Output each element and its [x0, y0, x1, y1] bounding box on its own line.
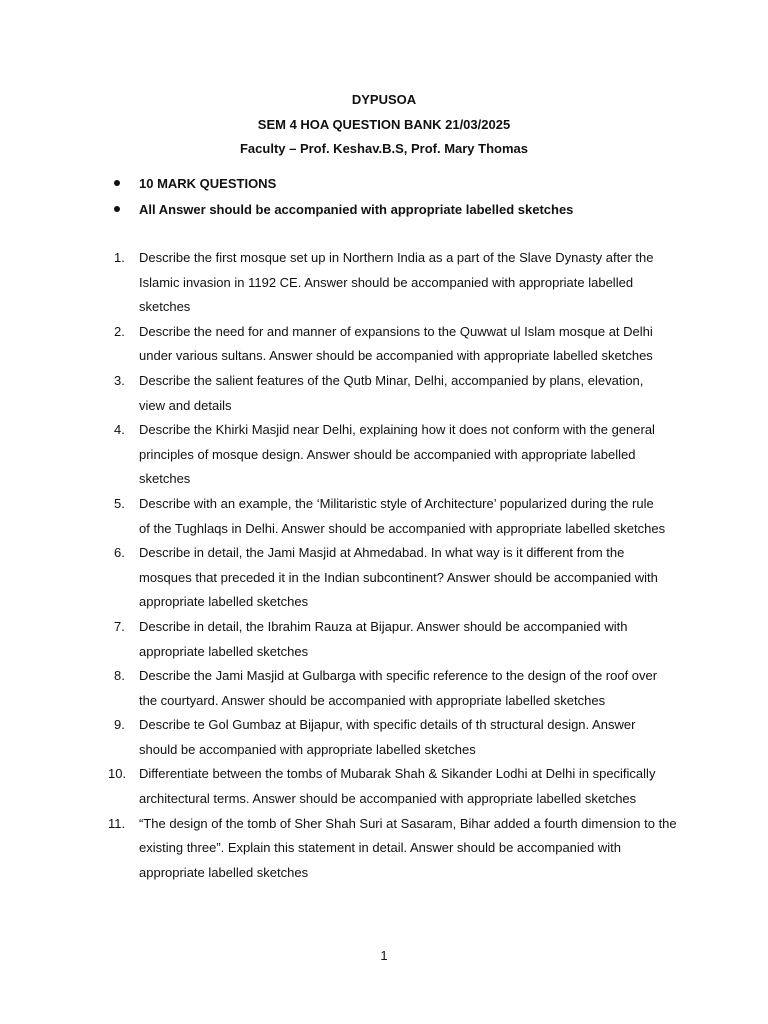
question-number: 3.: [114, 372, 125, 388]
question-number: 5.: [114, 495, 125, 511]
question-item: [0, 541, 768, 615]
bullet-dot-icon: [114, 206, 120, 212]
question-text: [139, 762, 679, 811]
question-item: [0, 812, 768, 886]
question-number: 2.: [114, 323, 125, 339]
question-text-line: appropriate labelled sketches: [139, 864, 309, 880]
question-text-line: view and details: [139, 397, 232, 413]
question-number: 7.: [114, 618, 125, 634]
question-text-line: existing three”. Explain this statement in detail. Answer should be accompanied with: [139, 840, 621, 856]
document-title: SEM 4 HOA QUESTION BANK 21/03/2025: [257, 116, 511, 132]
question-text-line: Differentiate between the tombs of Mubarak Shah & Sikander Lodhi at Delhi in specifically: [139, 766, 656, 782]
question-text: [139, 615, 679, 664]
question-text: [139, 369, 679, 418]
bullet-text: 10 MARK QUESTIONS: [139, 176, 277, 191]
bullet-text: All Answer should be accompanied with appropriate labelled sketches: [139, 202, 574, 217]
question-number: 11.: [108, 815, 126, 831]
question-text: [139, 664, 679, 713]
question-text-line: sketches: [139, 471, 191, 487]
question-text-line: appropriate labelled sketches: [139, 594, 309, 610]
question-number: 1.: [114, 250, 125, 265]
question-number: 4.: [114, 422, 125, 438]
institution-name: DYPUSOA: [351, 92, 417, 107]
question-item: [0, 418, 768, 492]
question-item: [0, 492, 768, 541]
instruction-bullets: [0, 174, 768, 226]
question-text: [139, 246, 679, 320]
question-list: [0, 246, 768, 885]
faculty-line: Faculty – Prof. Keshav.B.S, Prof. Mary Thomas: [239, 141, 528, 156]
question-text-line: Describe in detail, the Ibrahim Rauza at Bijapur. Answer should be accompanied with: [139, 618, 628, 634]
question-number: 6.: [114, 545, 125, 561]
question-text-line: sketches: [139, 299, 191, 315]
document-header: [0, 88, 768, 162]
question-text-line: under various sultans. Answer should be accompanied with appropriate labelled sketches: [139, 348, 653, 364]
question-text-line: architectural terms. Answer should be accompanied with appropriate labelled sketches: [139, 791, 637, 807]
question-text: [139, 492, 679, 541]
question-text-line: Describe the first mosque set up in Northern India as a part of the Slave Dynasty after the: [139, 250, 654, 265]
question-item: [0, 320, 768, 369]
question-item: [0, 713, 768, 762]
question-text: [139, 418, 679, 492]
question-text-line: Describe with an example, the ‘Militaristic style of Architecture’ popularized during the rule: [139, 495, 654, 511]
question-text: [139, 541, 679, 615]
question-text-line: Describe the Khirki Masjid near Delhi, explaining how it does not conform with the general: [139, 422, 655, 438]
question-text-line: should be accompanied with appropriate labelled sketches: [139, 741, 476, 757]
question-number: 10.: [108, 766, 127, 782]
question-text-line: Describe in detail, the Jami Masjid at Ahmedabad. In what way is it different from the: [139, 545, 625, 561]
question-text: [139, 320, 679, 369]
question-text-line: the courtyard. Answer should be accompanied with appropriate labelled sketches: [139, 692, 606, 708]
bullet-dot-icon: [114, 180, 120, 186]
bullet-item: [0, 200, 768, 226]
question-text-line: Describe the need for and manner of expansions to the Quwwat ul Islam mosque at Delhi: [139, 323, 653, 339]
question-item: [0, 664, 768, 713]
question-text-line: principles of mosque design. Answer should be accompanied with appropriate labelled: [139, 446, 636, 462]
question-text-line: Describe te Gol Gumbaz at Bijapur, with specific details of th structural design. Answer: [139, 717, 636, 733]
question-item: [0, 615, 768, 664]
question-text: [139, 812, 679, 886]
question-text-line: appropriate labelled sketches: [139, 643, 309, 659]
question-number: 9.: [114, 717, 125, 733]
page-number: 1: [380, 948, 388, 963]
question-text-line: of the Tughlaqs in Delhi. Answer should be accompanied with appropriate labelled sketches: [139, 520, 666, 536]
question-item: [0, 762, 768, 811]
question-text: [139, 713, 679, 762]
question-text-line: Describe the salient features of the Qutb Minar, Delhi, accompanied by plans, elevation,: [139, 372, 644, 388]
bullet-item: [0, 174, 768, 200]
question-text-line: Describe the Jami Masjid at Gulbarga with specific reference to the design of the roof over: [139, 668, 658, 684]
question-text-line: “The design of the tomb of Sher Shah Suri at Sasaram, Bihar added a fourth dimension to the: [139, 815, 677, 831]
question-item: [0, 246, 768, 320]
question-text-line: Islamic invasion in 1192 CE. Answer should be accompanied with appropriate labelled: [139, 274, 634, 290]
question-item: [0, 369, 768, 418]
question-number: 8.: [114, 668, 125, 684]
question-text-line: mosques that preceded it in the Indian subcontinent? Answer should be accompanied with: [139, 569, 658, 585]
